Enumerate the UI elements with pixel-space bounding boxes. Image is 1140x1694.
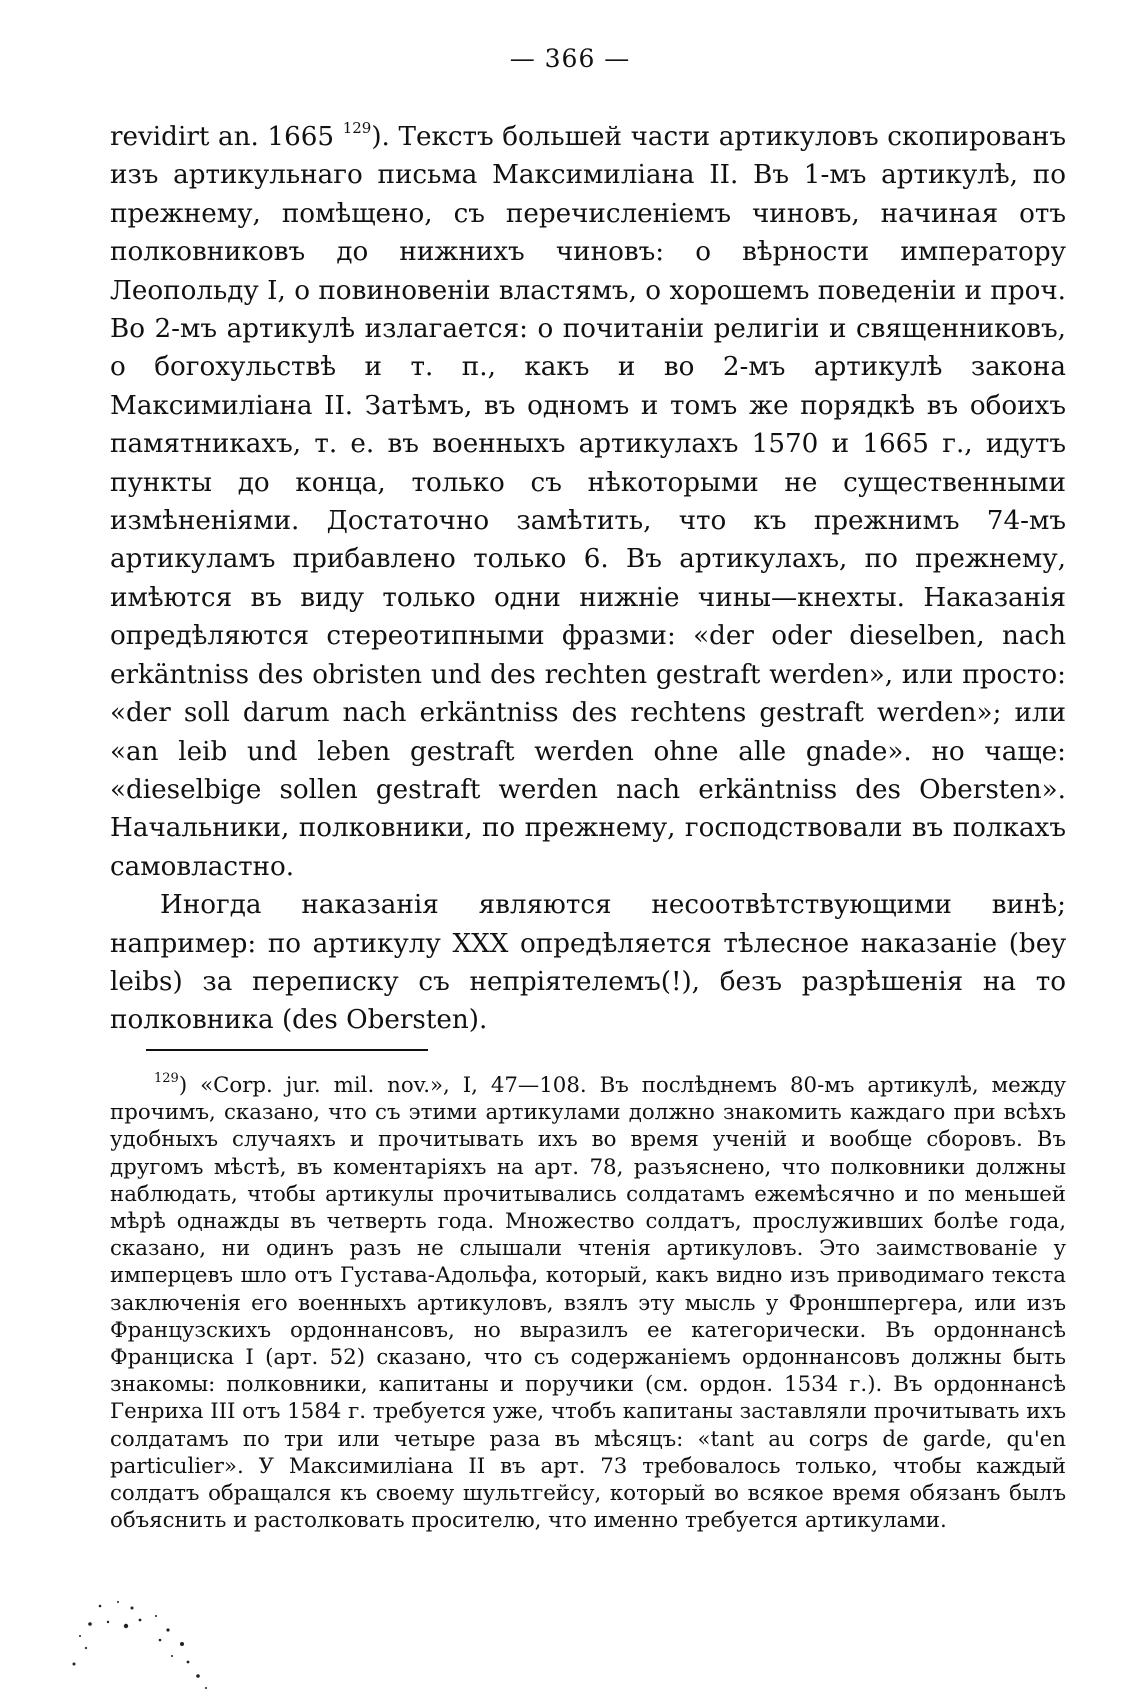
page-number: — 366 —: [509, 44, 631, 73]
footnote-mark: 129: [154, 1070, 179, 1086]
main-text: [110, 118, 1066, 1040]
paragraph-2: Иногда наказанія являются несоотвѣтствующими винѣ; например: по артикулу XXX опредѣляется тѣлесное наказаніе (bey leibs) за переписку съ непріятелемъ(!), безъ разрѣшенія на то полковника (des Obersten).: [110, 890, 1066, 1036]
paragraph-1-text: ). Текстъ большей части артикуловъ скопированъ изъ артикульнаго письма Максимиліана II. Въ 1-мъ артикулѣ, по прежнему, помѣщено, съ перечисленіемъ чиновъ, начиная отъ полковниковъ до нижнихъ чиновъ: о вѣрности императору Леопольду I, о повиновеніи властямъ, о хорошемъ поведеніи и проч. Во 2-мъ артикулѣ излагается: о почитаніи религіи и священниковъ, о богохульствѣ и т. п., какъ и во 2-мъ артикулѣ закона Максимиліана II. Затѣмъ, въ одномъ и томъ же порядкѣ въ обоихъ памятникахъ, т. е. въ военныхъ артикулахъ 1570 и 1665 г., идутъ пункты до конца, только съ нѣкоторыми не существенными измѣненіями. Достаточно замѣтить, что къ прежнимъ 74-мъ артикуламъ прибавлено только 6. Въ артикулахъ, по прежнему, имѣются въ виду только одни нижніе чины—кнехты. Наказанія опредѣляются стереотипными фразми: «der oder dieselben, nach erkäntniss des obristen und des rechten gestraft werden», или просто: «der soll darum nach erkäntniss des rechtens gestraft werden»; или «an leib und leben gestraft werden ohne alle gnade». но чаще: «dieselbige sollen gestraft werden nach erkäntniss des Obersten». Начальники, полковники, по прежнему, господствовали въ полкахъ самовластно.: [110, 122, 1066, 882]
footnote-divider: [146, 1049, 428, 1051]
footnote-text: ) «Corp. jur. mil. nov.», I, 47—108. Въ послѣднемъ 80-мъ артикулѣ, между прочимъ, сказано, что съ этими артикулами должно знакомить каждаго при всѣхъ удобныхъ случаяхъ и прочитывать ихъ во время ученій и вообще сборовъ. Въ другомъ мѣстѣ, въ коментаріяхъ на арт. 78, разъяснено, что полковники должны наблюдать, чтобы артикулы прочитывались солдатамъ ежемѣсячно и по меньшей мѣрѣ однажды въ четверть года. Множество солдатъ, прослуживших болѣе года, сказано, ни одинъ разъ не слышали чтенія артикуловъ. Это заимствованіе у имперцевъ шло отъ Густава-Адольфа, который, какъ видно изъ приводимаго текста заключенія его военныхъ артикуловъ, взялъ эту мысль у Фроншпергера, или изъ Французскихъ ордоннансовъ, но выразилъ ее категорически. Въ ордоннансѣ Франциска I (арт. 52) сказано, что съ содержаніемъ ордоннансовъ должны быть знакомы: полковники, капитаны и поручики (см. ордон. 1534 г.). Въ ордоннансѣ Генриха III отъ 1584 г. требуется уже, чтобъ капитаны заставляли прочитывать ихъ солдатамъ по три или четыре раза въ мѣсяцъ: «tant au corps de garde, qu'en particulier». У Максимиліана II въ арт. 73 требовалось только, чтобы каждый солдатъ обращался къ своему шультгейсу, который во всякое время обязанъ былъ объяснить и растолковать просителю, что именно требуется артикулами.: [110, 1073, 1066, 1534]
footnote-reference[interactable]: 129: [342, 119, 372, 138]
footnote: [110, 1072, 1066, 1534]
print-specks: [60, 1596, 240, 1692]
paragraph-1-lead: revidirt an. 1665: [110, 122, 343, 152]
paragraph-1: [110, 118, 1066, 886]
